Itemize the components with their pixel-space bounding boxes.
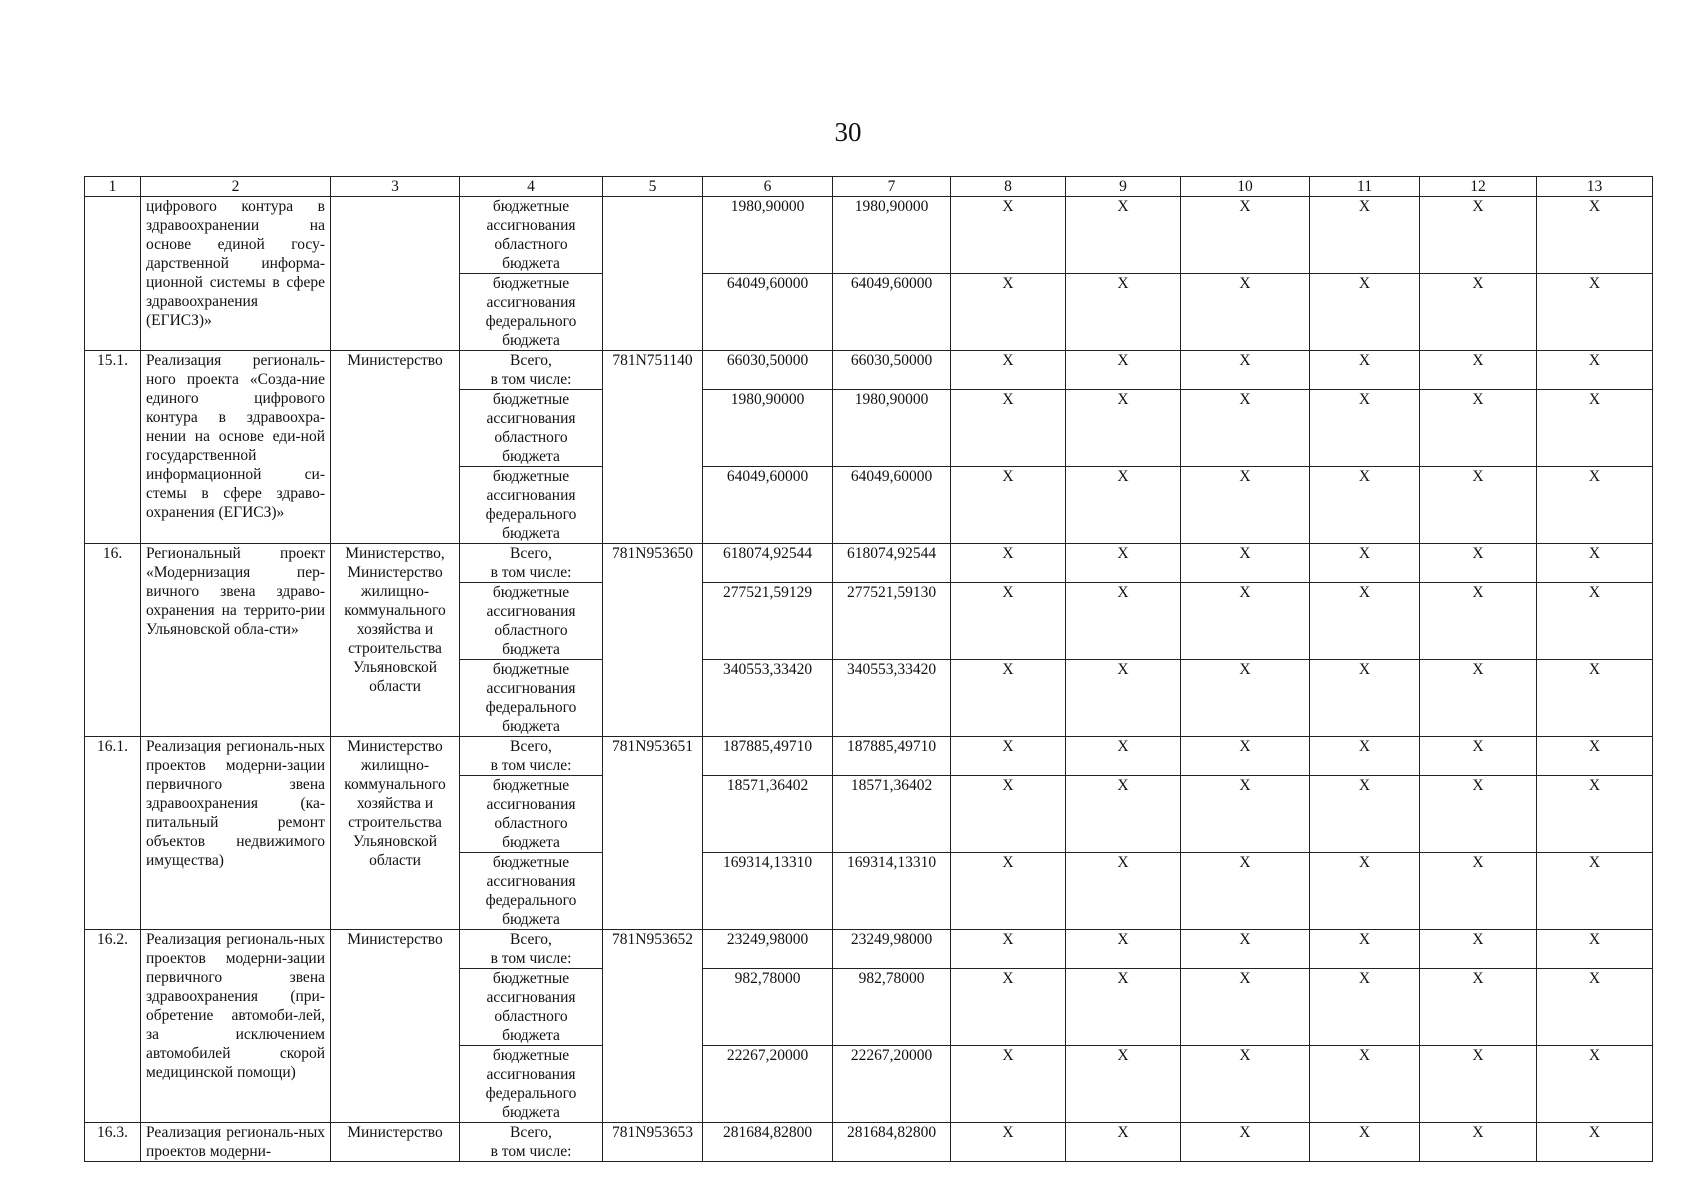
table-row xyxy=(85,737,1653,776)
x-mark: X xyxy=(1181,1046,1310,1123)
funding-source xyxy=(460,274,603,351)
x-mark: X xyxy=(1066,583,1181,660)
amount-col6: 64049,60000 xyxy=(703,467,833,544)
x-mark: X xyxy=(1181,467,1310,544)
x-mark: X xyxy=(1066,467,1181,544)
x-mark: X xyxy=(1420,969,1537,1046)
x-mark: X xyxy=(951,544,1066,583)
funding-source-label: бюджетные ассигнования федерального бюджета xyxy=(485,1047,577,1121)
funding-source xyxy=(460,776,603,853)
x-mark: X xyxy=(1066,1046,1181,1123)
x-mark: X xyxy=(1420,544,1537,583)
x-mark: X xyxy=(1537,274,1653,351)
x-mark: X xyxy=(1420,737,1537,776)
x-mark: X xyxy=(951,930,1066,969)
x-mark: X xyxy=(1310,390,1420,467)
x-mark: X xyxy=(1420,776,1537,853)
funding-source xyxy=(460,351,603,390)
table-body xyxy=(85,197,1653,1162)
item-name: цифрового контура в здравоохранении на основе единой госу-дарственной информа-ционной системы в сфере здравоохранения (ЕГИСЗ)» xyxy=(141,197,331,351)
x-mark: X xyxy=(1066,390,1181,467)
budget-code: 781N953651 xyxy=(603,737,703,930)
x-mark: X xyxy=(1066,1123,1181,1162)
funding-source-label: Всего, в том числе: xyxy=(490,931,572,967)
x-mark: X xyxy=(1066,930,1181,969)
x-mark: X xyxy=(1537,1046,1653,1123)
x-mark: X xyxy=(1181,930,1310,969)
column-number: 13 xyxy=(1537,177,1653,197)
table-row xyxy=(85,930,1653,969)
funding-source xyxy=(460,1046,603,1123)
column-number: 2 xyxy=(141,177,331,197)
amount-col6: 23249,98000 xyxy=(703,930,833,969)
x-mark: X xyxy=(1420,390,1537,467)
item-number: 16.1. xyxy=(85,737,141,930)
table-row xyxy=(85,197,1653,274)
x-mark: X xyxy=(951,351,1066,390)
x-mark: X xyxy=(951,467,1066,544)
amount-col7: 22267,20000 xyxy=(833,1046,951,1123)
item-number: 16.2. xyxy=(85,930,141,1123)
responsible-executor xyxy=(331,197,460,351)
x-mark: X xyxy=(1181,737,1310,776)
x-mark: X xyxy=(1310,737,1420,776)
amount-col7: 618074,92544 xyxy=(833,544,951,583)
funding-source xyxy=(460,853,603,930)
amount-col6: 1980,90000 xyxy=(703,390,833,467)
x-mark: X xyxy=(1181,351,1310,390)
x-mark: X xyxy=(1310,583,1420,660)
budget-code: 781N953652 xyxy=(603,930,703,1123)
x-mark: X xyxy=(1537,467,1653,544)
funding-source-label: Всего, в том числе: xyxy=(490,545,572,581)
x-mark: X xyxy=(1310,853,1420,930)
x-mark: X xyxy=(1537,197,1653,274)
x-mark: X xyxy=(951,274,1066,351)
x-mark: X xyxy=(1066,737,1181,776)
x-mark: X xyxy=(1310,197,1420,274)
funding-source xyxy=(460,390,603,467)
item-name: Реализация региональ-ных проектов модерни-зации первичного звена здравоохранения (ка-питальный ремонт объектов недвижимого имущества) xyxy=(141,737,331,930)
amount-col7: 281684,82800 xyxy=(833,1123,951,1162)
funding-source xyxy=(460,583,603,660)
x-mark: X xyxy=(1066,853,1181,930)
item-name: Реализация региональ-ных проектов модерни-зации первичного звена здравоохранения (при-обретение автомоби-лей, за исключением автомобилей скорой медицинской помощи) xyxy=(141,930,331,1123)
amount-col7: 64049,60000 xyxy=(833,274,951,351)
funding-source xyxy=(460,969,603,1046)
amount-col7: 340553,33420 xyxy=(833,660,951,737)
x-mark: X xyxy=(1420,853,1537,930)
responsible-executor: Министерство xyxy=(331,351,460,544)
funding-source-label: бюджетные ассигнования федерального бюджета xyxy=(485,468,577,542)
x-mark: X xyxy=(1537,583,1653,660)
column-number: 11 xyxy=(1310,177,1420,197)
funding-source-label: Всего, в том числе: xyxy=(490,352,572,388)
column-number: 1 xyxy=(85,177,141,197)
x-mark: X xyxy=(1420,467,1537,544)
amount-col6: 66030,50000 xyxy=(703,351,833,390)
x-mark: X xyxy=(1310,351,1420,390)
responsible-executor: Министерство, Министерство жилищно-коммунального хозяйства и строительства Ульяновской области xyxy=(331,544,460,737)
x-mark: X xyxy=(1181,660,1310,737)
amount-col6: 281684,82800 xyxy=(703,1123,833,1162)
funding-source-label: Всего, в том числе: xyxy=(490,738,572,774)
column-number: 10 xyxy=(1181,177,1310,197)
amount-col7: 187885,49710 xyxy=(833,737,951,776)
table-header xyxy=(85,177,1653,197)
funding-source xyxy=(460,544,603,583)
funding-source xyxy=(460,467,603,544)
column-number: 9 xyxy=(1066,177,1181,197)
x-mark: X xyxy=(951,853,1066,930)
item-name: Региональный проект «Модернизация пер-вичного звена здраво-охранения на террито-рии Ульяновской обла-сти» xyxy=(141,544,331,737)
amount-col7: 23249,98000 xyxy=(833,930,951,969)
x-mark: X xyxy=(1066,544,1181,583)
x-mark: X xyxy=(1066,274,1181,351)
x-mark: X xyxy=(1537,737,1653,776)
funding-source xyxy=(460,737,603,776)
x-mark: X xyxy=(951,737,1066,776)
x-mark: X xyxy=(1420,660,1537,737)
x-mark: X xyxy=(1537,544,1653,583)
amount-col6: 1980,90000 xyxy=(703,197,833,274)
table-row xyxy=(85,544,1653,583)
x-mark: X xyxy=(1066,776,1181,853)
column-number: 4 xyxy=(460,177,603,197)
funding-source xyxy=(460,1123,603,1162)
x-mark: X xyxy=(1181,390,1310,467)
x-mark: X xyxy=(1181,274,1310,351)
x-mark: X xyxy=(951,1123,1066,1162)
x-mark: X xyxy=(1066,197,1181,274)
x-mark: X xyxy=(1310,930,1420,969)
x-mark: X xyxy=(951,969,1066,1046)
x-mark: X xyxy=(1537,351,1653,390)
column-number: 7 xyxy=(833,177,951,197)
item-number: 16.3. xyxy=(85,1123,141,1162)
x-mark: X xyxy=(1181,1123,1310,1162)
x-mark: X xyxy=(1181,776,1310,853)
funding-source-label: бюджетные ассигнования федерального бюджета xyxy=(485,854,577,928)
funding-source-label: бюджетные ассигнования областного бюджета xyxy=(486,198,576,272)
amount-col7: 18571,36402 xyxy=(833,776,951,853)
x-mark: X xyxy=(1310,1046,1420,1123)
x-mark: X xyxy=(1310,660,1420,737)
table-row xyxy=(85,351,1653,390)
x-mark: X xyxy=(1310,544,1420,583)
x-mark: X xyxy=(1066,351,1181,390)
amount-col7: 277521,59130 xyxy=(833,583,951,660)
funding-source-label: бюджетные ассигнования федерального бюджета xyxy=(485,275,577,349)
x-mark: X xyxy=(1310,776,1420,853)
page-number: 30 xyxy=(834,117,862,147)
amount-col6: 187885,49710 xyxy=(703,737,833,776)
x-mark: X xyxy=(1181,544,1310,583)
amount-col6: 340553,33420 xyxy=(703,660,833,737)
amount-col6: 169314,13310 xyxy=(703,853,833,930)
x-mark: X xyxy=(1181,583,1310,660)
amount-col6: 18571,36402 xyxy=(703,776,833,853)
table-row xyxy=(85,1123,1653,1162)
budget-code: 781N953650 xyxy=(603,544,703,737)
funding-source-label: бюджетные ассигнования областного бюджета xyxy=(486,391,576,465)
amount-col6: 618074,92544 xyxy=(703,544,833,583)
budget-code: 781N751140 xyxy=(603,351,703,544)
x-mark: X xyxy=(951,660,1066,737)
x-mark: X xyxy=(1537,930,1653,969)
x-mark: X xyxy=(951,583,1066,660)
x-mark: X xyxy=(1181,853,1310,930)
x-mark: X xyxy=(1310,467,1420,544)
amount-col7: 64049,60000 xyxy=(833,467,951,544)
item-number: 16. xyxy=(85,544,141,737)
column-number: 8 xyxy=(951,177,1066,197)
x-mark: X xyxy=(1420,1046,1537,1123)
x-mark: X xyxy=(1066,969,1181,1046)
column-number: 5 xyxy=(603,177,703,197)
x-mark: X xyxy=(951,390,1066,467)
amount-col7: 1980,90000 xyxy=(833,197,951,274)
x-mark: X xyxy=(1420,930,1537,969)
amount-col6: 982,78000 xyxy=(703,969,833,1046)
funding-source-label: бюджетные ассигнования областного бюджета xyxy=(486,584,576,658)
x-mark: X xyxy=(951,197,1066,274)
funding-source xyxy=(460,197,603,274)
funding-source xyxy=(460,930,603,969)
x-mark: X xyxy=(1537,390,1653,467)
x-mark: X xyxy=(1310,1123,1420,1162)
x-mark: X xyxy=(1420,197,1537,274)
budget-table xyxy=(84,176,1653,1162)
funding-source-label: Всего, в том числе: xyxy=(490,1124,572,1160)
x-mark: X xyxy=(1310,274,1420,351)
item-number xyxy=(85,197,141,351)
x-mark: X xyxy=(1537,969,1653,1046)
column-number: 6 xyxy=(703,177,833,197)
x-mark: X xyxy=(1537,660,1653,737)
amount-col6: 22267,20000 xyxy=(703,1046,833,1123)
funding-source-label: бюджетные ассигнования федерального бюджета xyxy=(485,661,577,735)
x-mark: X xyxy=(1420,1123,1537,1162)
column-number: 12 xyxy=(1420,177,1537,197)
responsible-executor: Министерство xyxy=(331,1123,460,1162)
x-mark: X xyxy=(1181,969,1310,1046)
funding-source-label: бюджетные ассигнования областного бюджета xyxy=(486,777,576,851)
amount-col6: 277521,59129 xyxy=(703,583,833,660)
column-number: 3 xyxy=(331,177,460,197)
funding-source xyxy=(460,660,603,737)
funding-source-label: бюджетные ассигнования областного бюджета xyxy=(486,970,576,1044)
column-number-row xyxy=(85,177,1653,197)
item-number: 15.1. xyxy=(85,351,141,544)
amount-col7: 1980,90000 xyxy=(833,390,951,467)
x-mark: X xyxy=(1181,197,1310,274)
x-mark: X xyxy=(1310,969,1420,1046)
amount-col6: 64049,60000 xyxy=(703,274,833,351)
x-mark: X xyxy=(1537,1123,1653,1162)
item-name: Реализация региональ-ного проекта «Созда-ние единого цифрового контура в здравоохра-нении на основе еди-ной государственной информационной си-стемы в сфере здраво-охранения (ЕГИСЗ)» xyxy=(141,351,331,544)
budget-code: 781N953653 xyxy=(603,1123,703,1162)
amount-col7: 169314,13310 xyxy=(833,853,951,930)
x-mark: X xyxy=(1420,583,1537,660)
x-mark: X xyxy=(1537,853,1653,930)
x-mark: X xyxy=(1537,776,1653,853)
responsible-executor: Министерство xyxy=(331,930,460,1123)
item-name: Реализация региональ-ных проектов модерни- xyxy=(141,1123,331,1162)
budget-code xyxy=(603,197,703,351)
x-mark: X xyxy=(951,776,1066,853)
responsible-executor: Министерство жилищно-коммунального хозяйства и строительства Ульяновской области xyxy=(331,737,460,930)
x-mark: X xyxy=(1420,274,1537,351)
amount-col7: 66030,50000 xyxy=(833,351,951,390)
x-mark: X xyxy=(951,1046,1066,1123)
x-mark: X xyxy=(1420,351,1537,390)
x-mark: X xyxy=(1066,660,1181,737)
amount-col7: 982,78000 xyxy=(833,969,951,1046)
